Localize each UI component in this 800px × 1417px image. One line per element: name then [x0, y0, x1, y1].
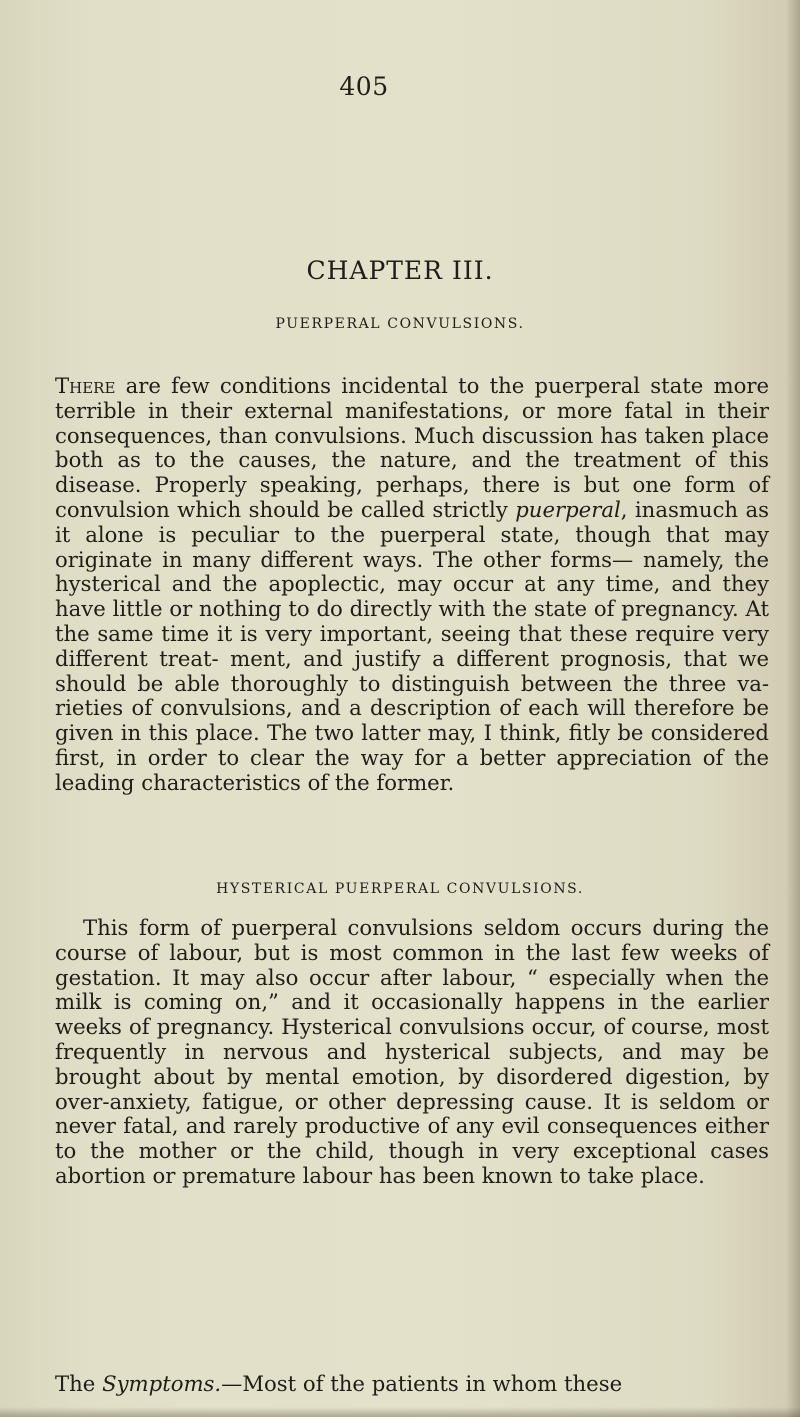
page-edge-shadow: [786, 0, 800, 1417]
symptoms-heading: Symptoms.: [102, 1371, 222, 1396]
intro-paragraph: [55, 374, 769, 796]
paragraph-lead-word: The: [55, 1371, 103, 1396]
paragraph-text: , inasmuch as it alone is peculiar to the puerperal state, though that may originate in many different ways. The other forms— namely, the hysterical and the apoplectic, may occur at any time, and they have little or nothing to do directly with the state of pregnancy. At the same time it is very important, seeing that these require very different treat- ment, and justify a different prognosis, that we should be able thoroughly to distinguish between the three va- rieties of convulsions, and a description of each will therefore be given in this place. The two latter may, I think, fitly be considered first, in order to clear the way for a better appreciation of the leading characteristics of the former.: [55, 496, 770, 795]
page-number: 405: [339, 72, 389, 101]
section-title: PUERPERAL CONVULSIONS.: [275, 316, 525, 332]
paragraph-text: —Most of the patients in whom these: [221, 1371, 623, 1396]
chapter-title: CHAPTER III.: [306, 256, 494, 285]
paragraph-text: are few conditions incidental to the puerperal state more terrible in their external manifestations, or more fatal in their consequences, than convulsions. Much discussion has taken place both as to the causes, the nature, and the treatment of this disease. Properly speaking, perhaps, there is but one form of convulsion which should be called strictly: [55, 373, 769, 522]
hysterical-paragraph: [55, 916, 769, 1189]
symptoms-paragraph: [55, 1372, 769, 1397]
paragraph-text: This form of puerperal convulsions seldom occurs during the course of labour, but is most common in the last few weeks of gestation. It may also occur after labour, “ especially when the milk is coming on,” and it occasionally happens in the earlier weeks of pregnancy. Hysterical convulsions occur, of course, most frequently in nervous and hysterical subjects, and may be brought about by mental emotion, by disordered digestion, by over-anxiety, fatigue, or other depressing cause. It is seldom or never fatal, and rarely productive of any evil consequences either to the mother or the child, though in very exceptional cases abortion or premature labour has been known to take place.: [55, 915, 769, 1188]
paragraph-lead-word: There: [55, 373, 116, 398]
page-bottom-edge: [0, 1407, 800, 1417]
subsection-title: HYSTERICAL PUERPERAL CONVULSIONS.: [216, 881, 584, 897]
emphasized-term: puerperal: [515, 496, 621, 522]
